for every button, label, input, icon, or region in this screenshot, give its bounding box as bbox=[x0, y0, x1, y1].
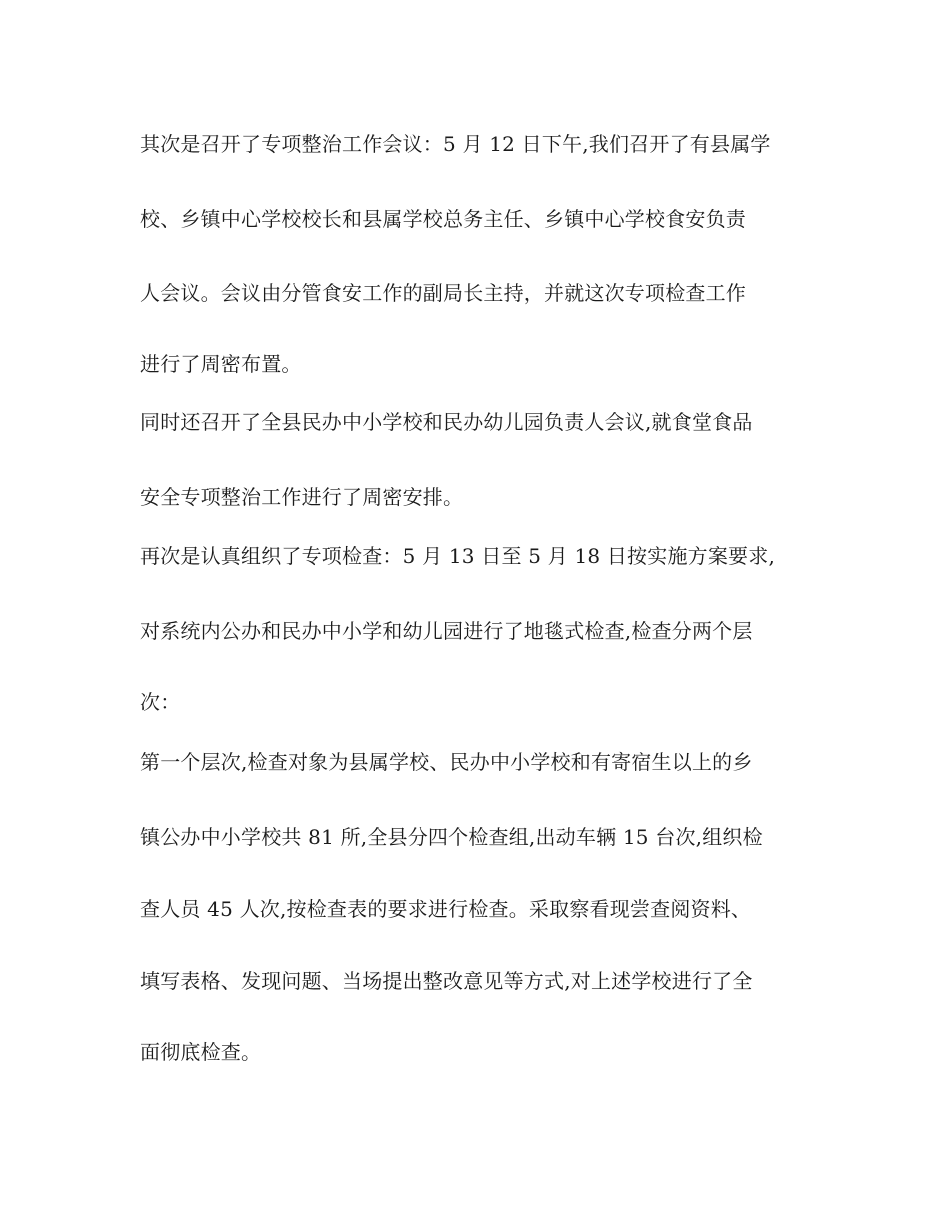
text-line: 填写表格、发现问题、当场提出整改意见等方式,对上述学校进行了全 bbox=[140, 969, 753, 993]
text-line: 对系统内公办和民办中小学和幼儿园进行了地毯式检查,检查分两个层 bbox=[140, 619, 753, 643]
text-line: 安全专项整治工作进行了周密安排。 bbox=[140, 485, 464, 509]
text-line: 人会议。会议由分管食安工作的副局长主持，并就这次专项检查工作 bbox=[140, 281, 746, 305]
text-line: 查人员 45 人次,按检查表的要求进行检查。采取察看现尝查阅资料、 bbox=[140, 897, 752, 921]
text-line: 面彻底检查。 bbox=[140, 1040, 262, 1064]
text-line: 镇公办中小学校共 81 所,全县分四个检查组,出动车辆 15 台次,组织检 bbox=[140, 825, 763, 849]
text-line: 次： bbox=[140, 690, 181, 714]
text-line: 进行了周密布置。 bbox=[140, 352, 302, 376]
text-line: 第一个层次,检查对象为县属学校、民办中小学校和有寄宿生以上的乡 bbox=[140, 750, 753, 774]
text-line: 其次是召开了专项整治工作会议：5 月 12 日下午,我们召开了有县属学 bbox=[140, 132, 771, 156]
text-line: 校、乡镇中心学校校长和县属学校总务主任、乡镇中心学校食安负责 bbox=[140, 207, 746, 231]
text-line: 再次是认真组织了专项检查：5 月 13 日至 5 月 18 日按实施方案要求, bbox=[140, 544, 776, 568]
text-line: 同时还召开了全县民办中小学校和民办幼儿园负责人会议,就食堂食品 bbox=[140, 410, 753, 434]
